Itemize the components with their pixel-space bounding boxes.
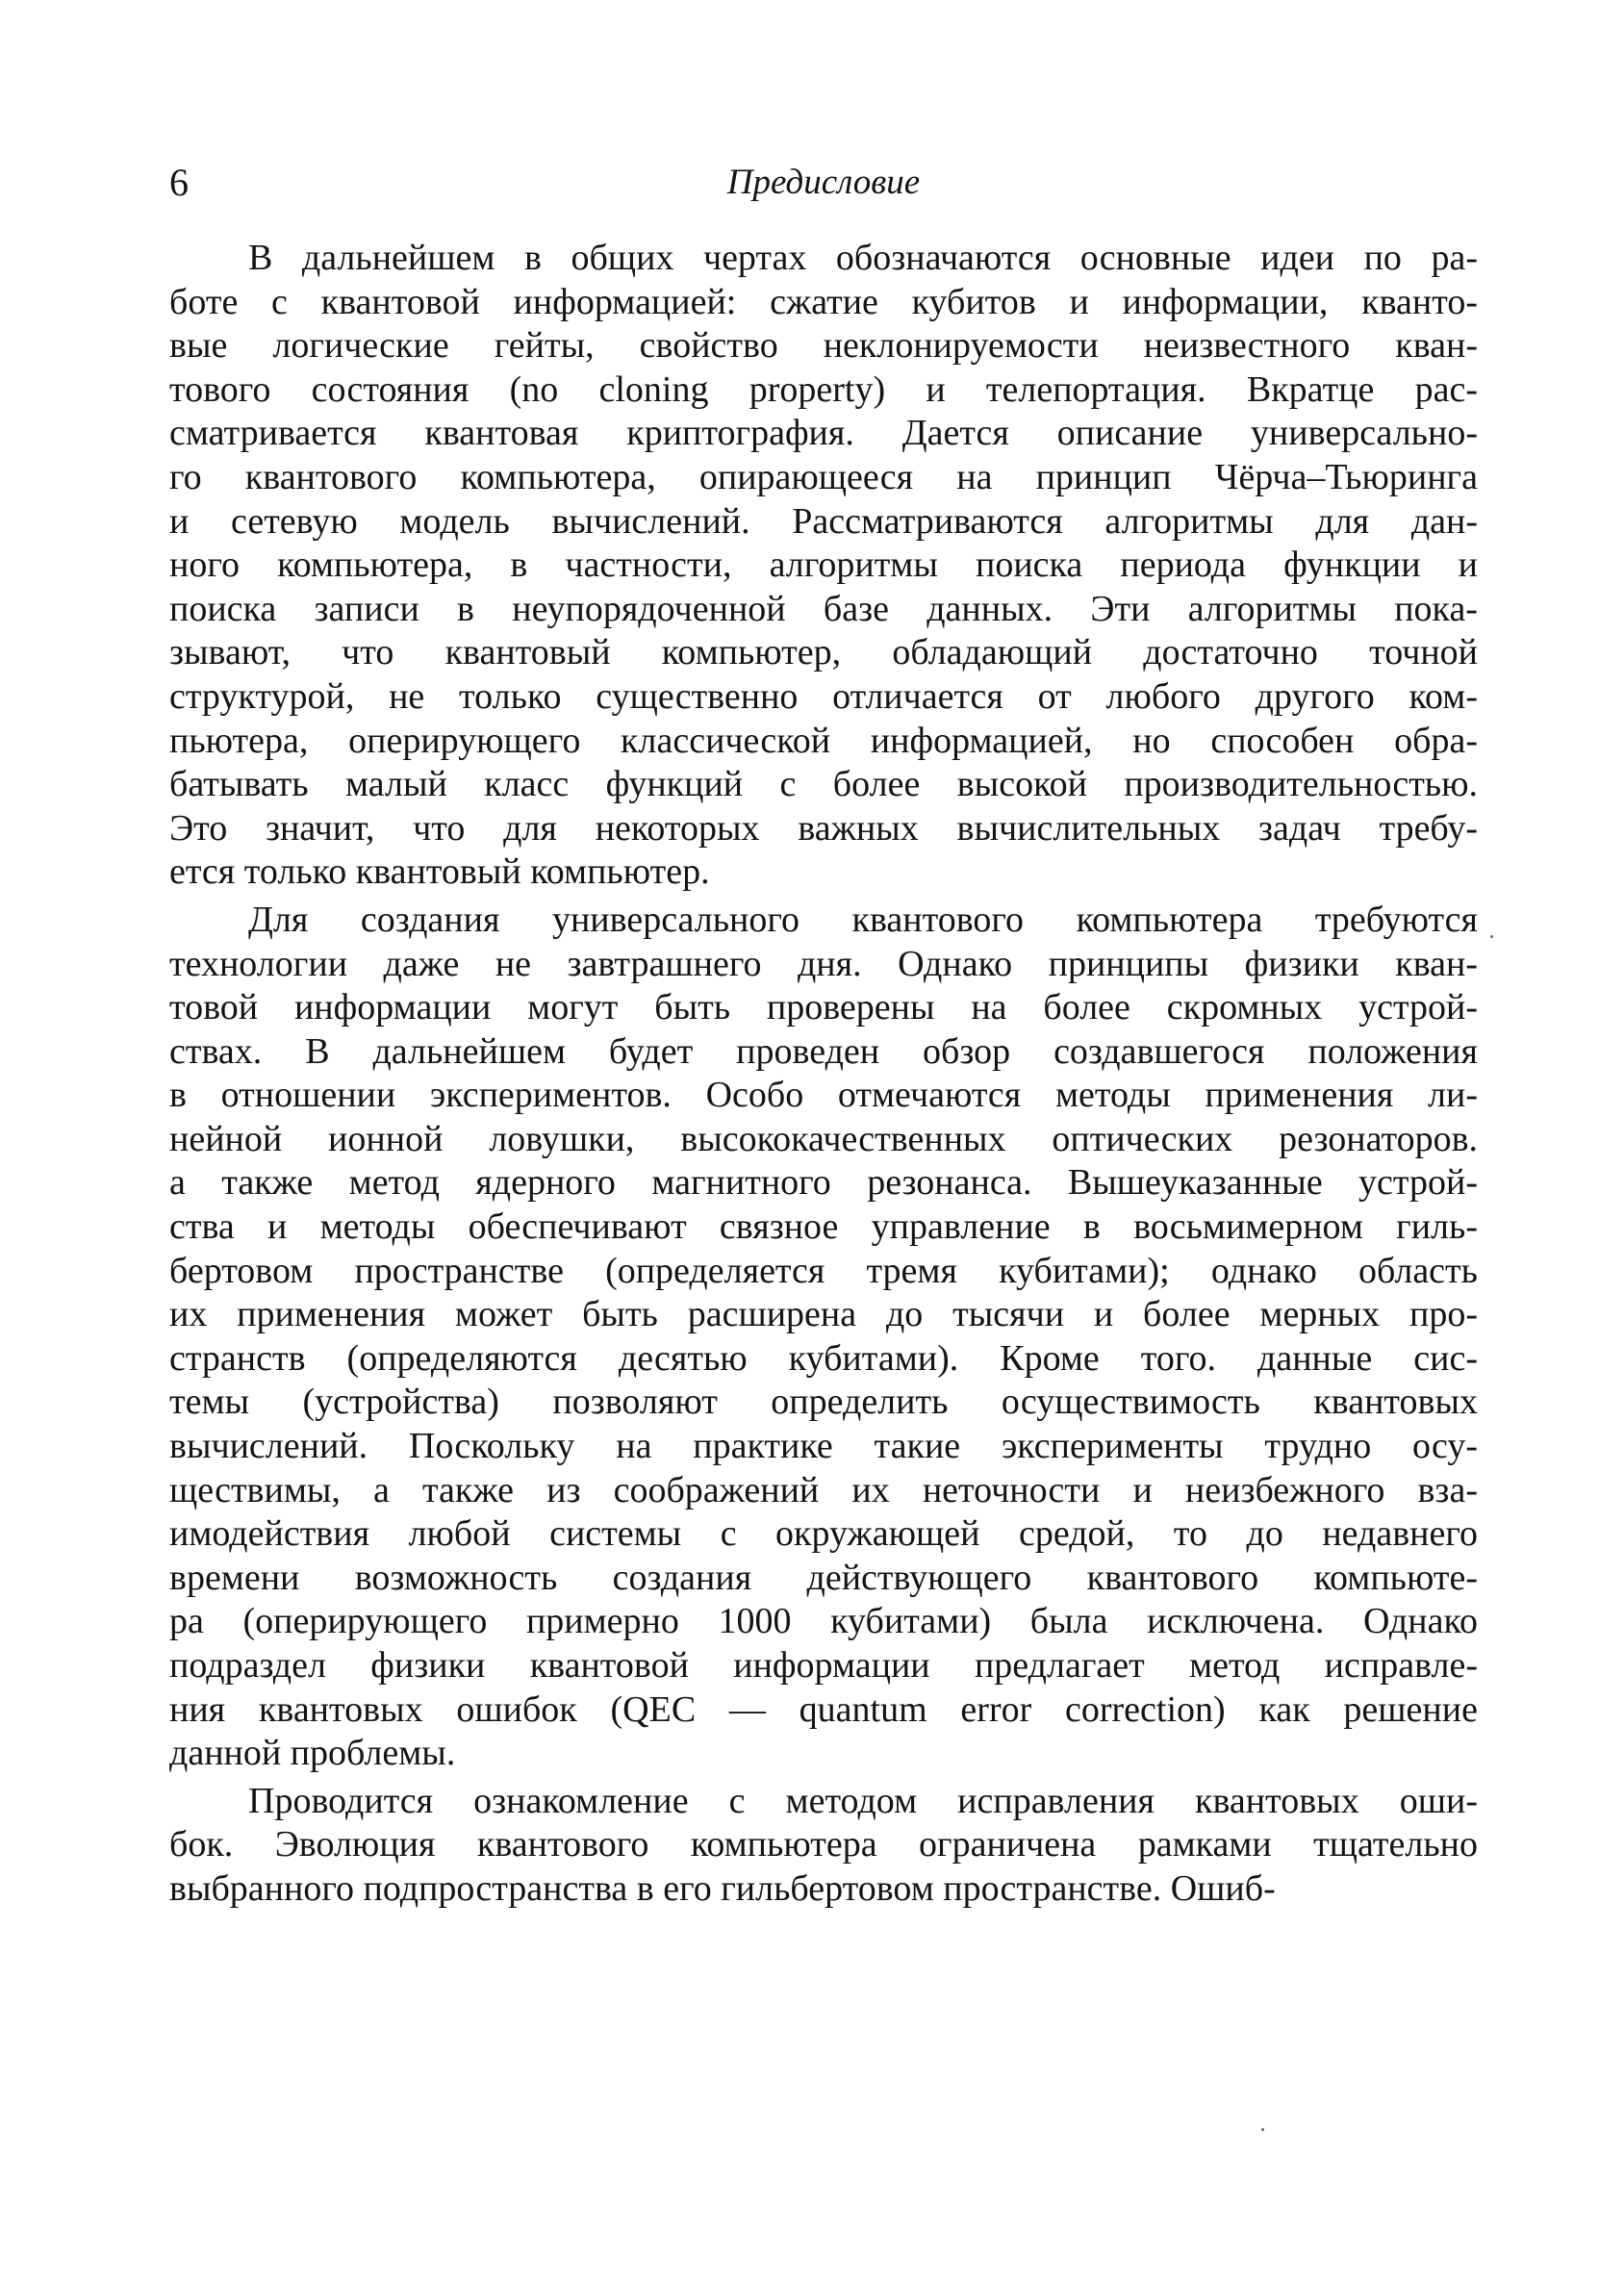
scan-speck bbox=[1490, 935, 1493, 938]
text-line: бок. Эволюция квантового компьютера ограничена рамками тщательно bbox=[169, 1824, 1479, 1865]
text-line: технологии даже не завтрашнего дня. Однако принципы физики кван- bbox=[169, 943, 1479, 984]
body-text bbox=[169, 237, 1478, 1912]
text-line: ния квантовых ошибок (QEC — quantum error correction) как решение bbox=[169, 1688, 1478, 1730]
text-line: го квантового компьютера, опирающееся на принцип Чёрча–Тьюринга bbox=[169, 456, 1479, 497]
text-line: имодействия любой системы с окружающей средой, то до недавнего bbox=[169, 1513, 1479, 1555]
text-line: в отношении экспериментов. Особо отмечаются методы применения ли- bbox=[169, 1075, 1478, 1116]
page-number: 6 bbox=[169, 161, 189, 204]
paragraph-3 bbox=[169, 1780, 1478, 1912]
text-line: ствах. В дальнейшем будет проведен обзор создавшегося положения bbox=[169, 1030, 1478, 1072]
text-line: нейной ионной ловушки, высококачественных оптических резонаторов. bbox=[169, 1118, 1479, 1159]
paragraph-1 bbox=[169, 237, 1478, 895]
scan-speck bbox=[1261, 2128, 1264, 2131]
text-line: пьютера, оперирующего классической информацией, но способен обра- bbox=[169, 720, 1478, 761]
text-line: а также метод ядерного магнитного резонанса. Вышеуказанные устрой- bbox=[169, 1162, 1478, 1204]
text-line: Проводится ознакомление с методом исправления квантовых оши- bbox=[248, 1780, 1478, 1821]
text-line: ра (оперирующего примерно 1000 кубитами) была исключена. Однако bbox=[169, 1601, 1478, 1642]
text-line: вычислений. Поскольку на практике такие эксперименты трудно осу- bbox=[169, 1426, 1479, 1467]
running-head bbox=[169, 154, 1478, 212]
text-line: ется только квантовый компьютер. bbox=[169, 851, 710, 893]
text-line: ществимы, а также из соображений их неточности и неизбежного вза- bbox=[169, 1469, 1478, 1510]
text-line: вые логические гейты, свойство неклонируемости неизвестного кван- bbox=[169, 325, 1479, 367]
text-line: боте с квантовой информацией: сжатие кубитов и информации, кванто- bbox=[169, 281, 1478, 322]
text-line: ного компьютера, в частности, алгоритмы поиска периода функции и bbox=[169, 545, 1479, 586]
text-line: бертовом пространстве (определяется тремя кубитами); однако область bbox=[169, 1250, 1478, 1291]
text-line: батывать малый класс функций с более высокой производительностью. bbox=[169, 764, 1479, 805]
section-title: Предисловие bbox=[726, 163, 921, 202]
text-line: В дальнейшем в общих чертах обозначаются основные идеи по ра- bbox=[248, 238, 1478, 278]
text-line: структурой, не только существенно отличается от любого другого ком- bbox=[169, 675, 1478, 717]
text-line: данной проблемы. bbox=[169, 1733, 456, 1774]
text-line: темы (устройства) позволяют определить осуществимость квантовых bbox=[169, 1382, 1478, 1423]
text-line: поиска записи в неупорядоченной базе данных. Эти алгоритмы пока- bbox=[169, 588, 1478, 629]
text-line: странств (определяются десятью кубитами). Кроме того. данные сис- bbox=[169, 1337, 1479, 1379]
text-line: подраздел физики квантовой информации предлагает метод исправле- bbox=[169, 1645, 1478, 1686]
text-line: тового состояния (no cloning property) и телепортация. Вкратце рас- bbox=[169, 368, 1479, 410]
text-line: их применения может быть расширена до тысячи и более мерных про- bbox=[169, 1294, 1478, 1335]
text-line: сматривается квантовая криптография. Дается описание универсально- bbox=[169, 413, 1479, 454]
text-line: выбранного подпространства в его гильбертовом пространстве. Ошиб- bbox=[169, 1867, 1276, 1909]
text-line: зывают, что квантовый компьютер, обладающий достаточно точной bbox=[169, 632, 1478, 673]
text-line: ства и методы обеспечивают связное управление в восьмимерном гиль- bbox=[169, 1206, 1478, 1248]
text-line: товой информации могут быть проверены на более скромных устрой- bbox=[169, 987, 1479, 1028]
text-line: и сетевую модель вычислений. Рассматриваются алгоритмы для дан- bbox=[169, 500, 1479, 542]
text-line: Это значит, что для некоторых важных вычислительных задач требу- bbox=[169, 807, 1478, 849]
text-line: времени возможность создания действующего квантового компьюте- bbox=[169, 1557, 1479, 1598]
paragraph-2 bbox=[169, 899, 1478, 1776]
text-line: Для создания универсального квантового компьютера требуются bbox=[248, 899, 1478, 940]
